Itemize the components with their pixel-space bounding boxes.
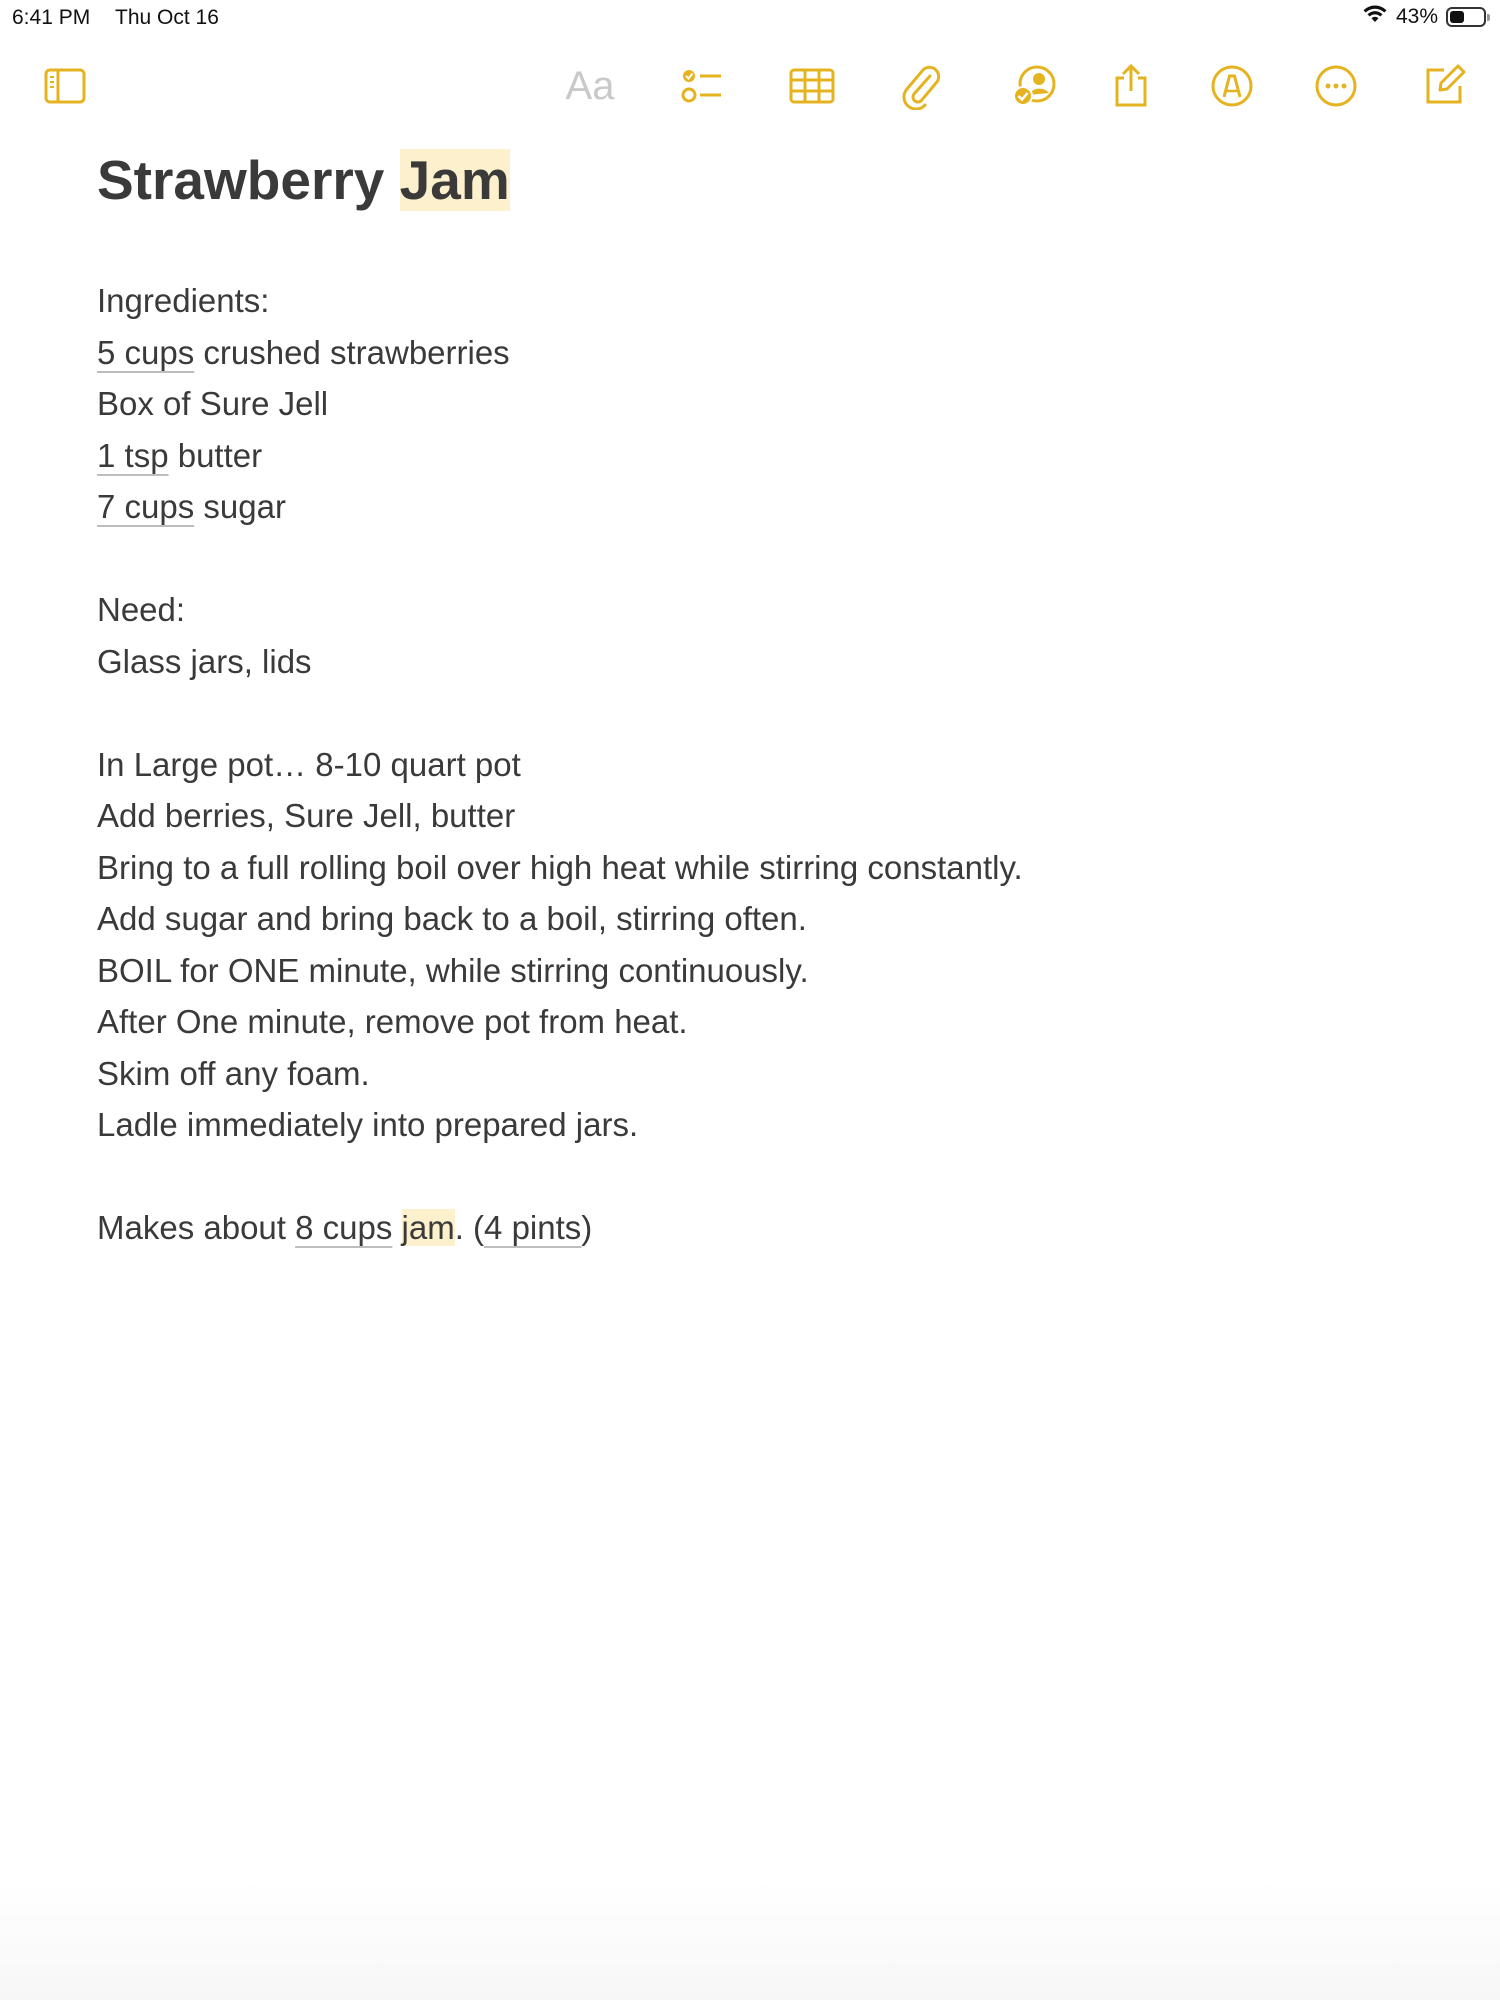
need-header: Need: xyxy=(97,591,186,628)
measurement-link[interactable]: 4 pints xyxy=(484,1209,582,1246)
battery-nub xyxy=(1487,14,1490,21)
battery-level xyxy=(1450,11,1464,23)
wifi-icon xyxy=(1362,4,1388,30)
step-line: In Large pot… 8-10 quart pot xyxy=(97,745,521,783)
step-line: Skim off any foam. xyxy=(97,1054,370,1092)
note-editor[interactable] xyxy=(97,140,1397,1246)
ingredient-text: sugar xyxy=(194,488,286,525)
measurement-link[interactable]: 1 tsp xyxy=(97,436,169,474)
yield-space xyxy=(392,1209,401,1246)
search-highlight: jam xyxy=(401,1209,455,1246)
markup-pen-icon xyxy=(1208,62,1256,110)
sidebar-toggle-icon xyxy=(41,62,89,110)
step-line: BOIL for ONE minute, while stirring continuously. xyxy=(97,951,809,989)
status-date: Thu Oct 16 xyxy=(115,6,219,29)
yield-mid: . ( xyxy=(454,1209,485,1246)
collaborate-icon xyxy=(1010,62,1058,110)
yield-suffix: ) xyxy=(581,1209,593,1246)
note-body[interactable] xyxy=(97,275,1023,1254)
share-button[interactable] xyxy=(1103,60,1159,112)
sidebar-toggle-button[interactable] xyxy=(37,60,93,112)
ingredient-line xyxy=(97,327,1023,379)
step-line: Ladle immediately into prepared jars. xyxy=(97,1106,639,1143)
bottom-fade xyxy=(0,1880,1500,2000)
measurement-link[interactable]: 7 cups xyxy=(97,488,195,525)
compose-icon xyxy=(1420,62,1468,110)
share-icon xyxy=(1107,62,1155,110)
table-button[interactable] xyxy=(784,60,840,112)
more-button[interactable] xyxy=(1308,60,1364,112)
title-text: Strawberry xyxy=(97,149,400,211)
battery-icon xyxy=(1446,7,1486,27)
ingredients-header: Ingredients: xyxy=(97,282,270,319)
blank-line xyxy=(97,533,1023,585)
checklist-icon xyxy=(678,62,726,110)
yield-line xyxy=(97,1202,1023,1254)
need-line: Glass jars, lids xyxy=(97,642,312,680)
status-time: 6:41 PM xyxy=(12,6,91,29)
step-line: Add berries, Sure Jell, butter xyxy=(97,797,516,834)
status-indicators xyxy=(1362,4,1486,30)
attachment-button[interactable] xyxy=(892,60,948,112)
ingredient-line: Box of Sure Jell xyxy=(97,385,329,422)
checklist-button[interactable] xyxy=(674,60,730,112)
more-ellipsis-icon xyxy=(1312,62,1360,110)
collaborate-button[interactable] xyxy=(1006,60,1062,112)
battery-percent: 43% xyxy=(1395,5,1438,28)
note-title[interactable] xyxy=(97,140,1397,220)
table-icon xyxy=(788,62,836,110)
measurement-link[interactable]: 8 cups xyxy=(295,1209,393,1246)
blank-line xyxy=(97,687,1023,739)
title-highlight: Jam xyxy=(399,149,510,211)
notes-toolbar xyxy=(0,56,1500,116)
format-text-button[interactable]: Aa xyxy=(565,63,615,108)
paperclip-icon xyxy=(896,62,944,110)
blank-line xyxy=(97,1151,1023,1203)
yield-prefix: Makes about xyxy=(97,1209,296,1246)
step-line: Add sugar and bring back to a boil, stirring often. xyxy=(97,900,807,937)
step-line: After One minute, remove pot from heat. xyxy=(97,1003,688,1040)
status-bar xyxy=(0,0,1500,36)
ingredient-line xyxy=(97,481,1023,533)
ingredient-text: crushed strawberries xyxy=(194,333,510,371)
step-line: Bring to a full rolling boil over high heat while stirring constantly. xyxy=(97,848,1023,886)
compose-button[interactable] xyxy=(1416,60,1472,112)
measurement-link[interactable]: 5 cups xyxy=(97,333,195,371)
markup-button[interactable] xyxy=(1204,60,1260,112)
ingredient-text: butter xyxy=(168,436,263,474)
ingredient-line xyxy=(97,430,1023,482)
